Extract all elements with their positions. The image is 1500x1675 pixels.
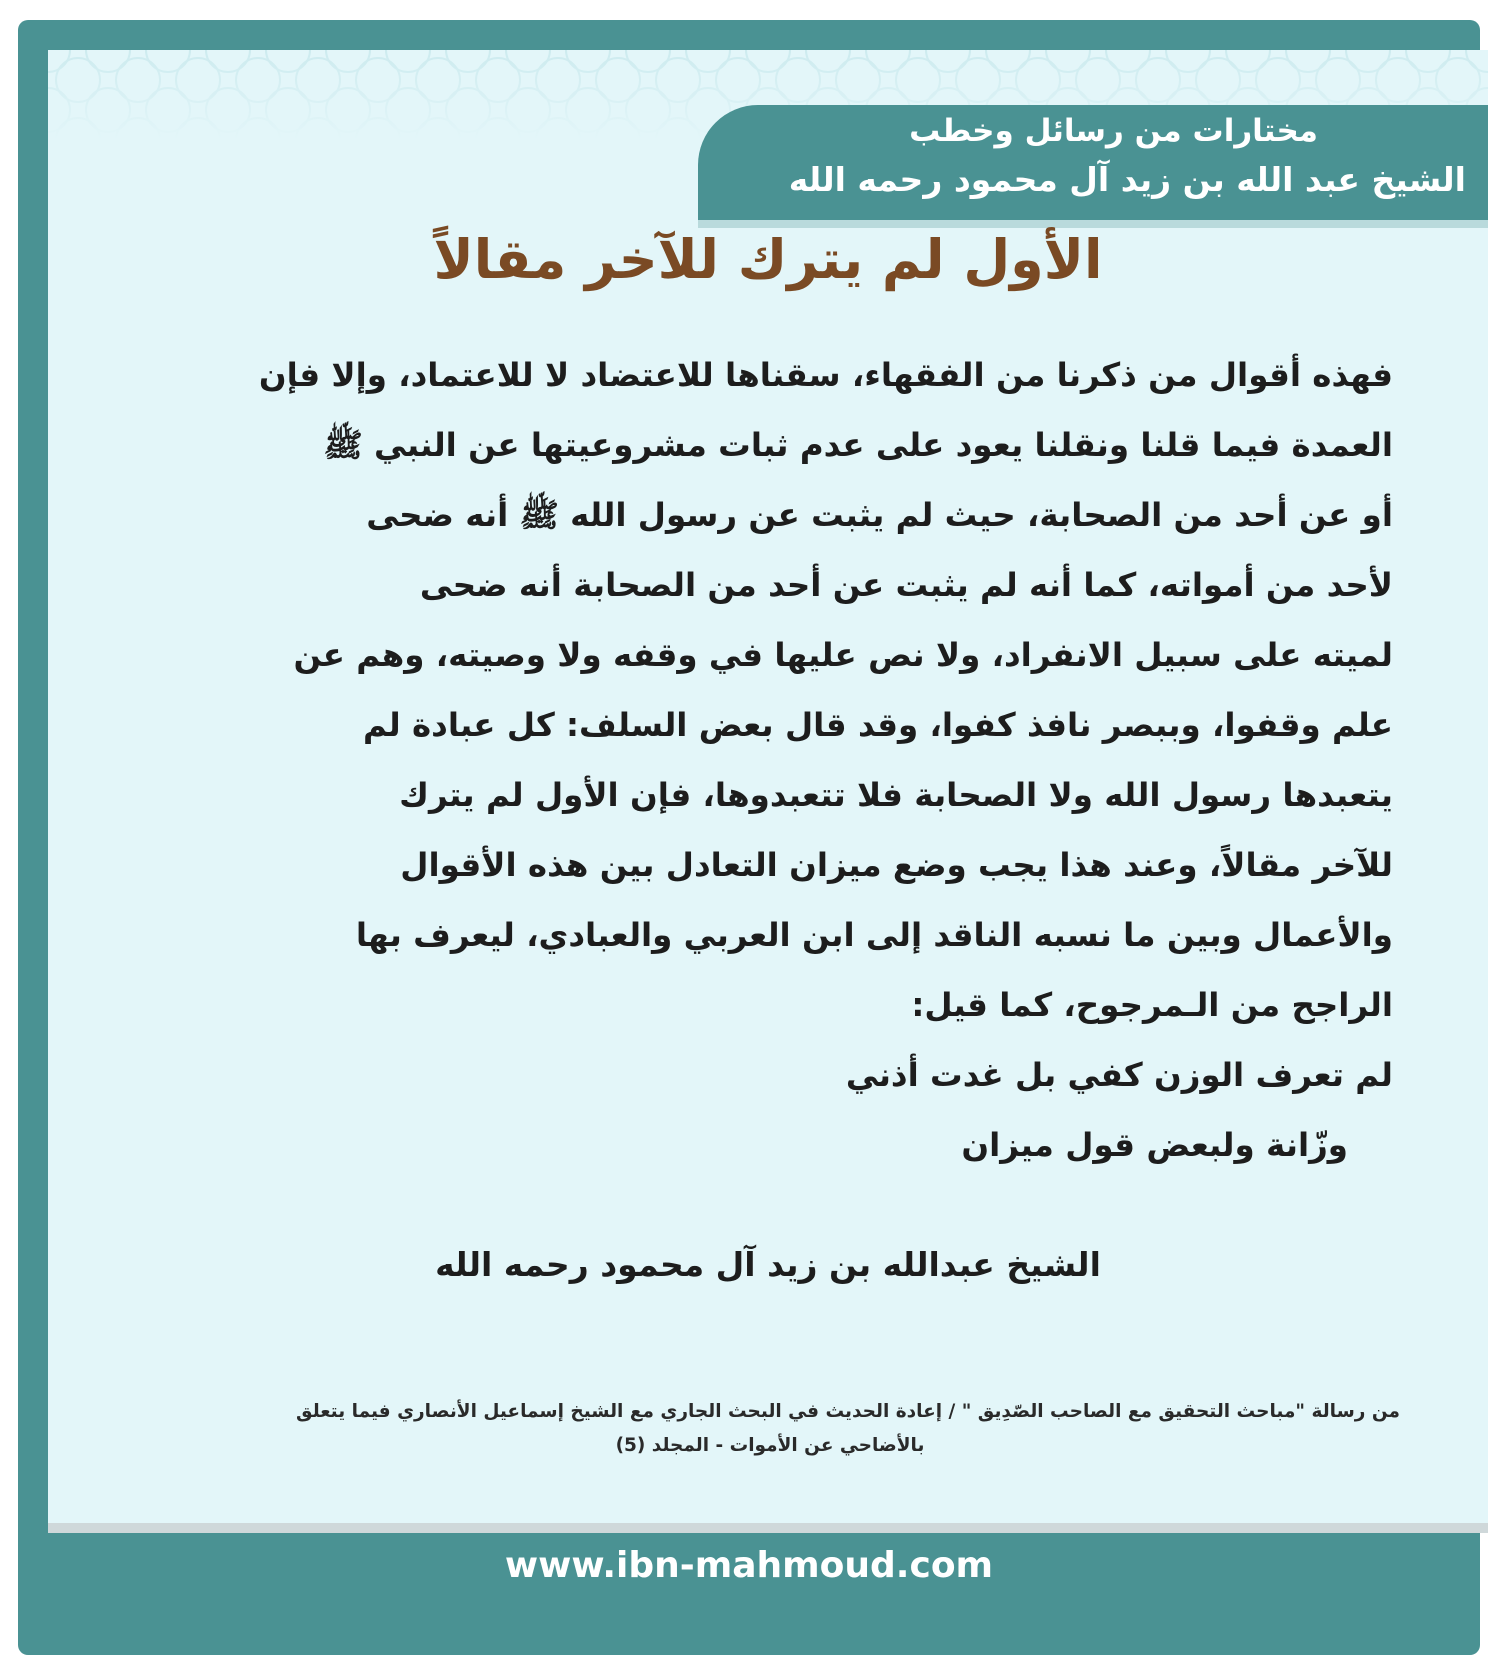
body-line: للآخر مقالاً، وعند هذا يجب وضع ميزان التعادل بين هذه الأقوال (400, 846, 1393, 884)
verse-line-1: لم تعرف الوزن كفي بل غدت أذني (845, 1056, 1393, 1094)
body-line: فهذه أقوال من ذكرنا من الفقهاء، سقناها للاعتضاد لا للاعتماد، وإلا فإن (258, 356, 1393, 394)
content-panel (48, 50, 1488, 1533)
source-line-2: بالأضاحي عن الأموات - المجلد (5) (615, 1435, 925, 1456)
author-signature: الشيخ عبدالله بن زيد آل محمود رحمه الله (435, 1245, 1101, 1284)
header-band (698, 105, 1488, 220)
article-body (123, 340, 1393, 1180)
body-line: لأحد من أمواته، كما أنه لم يثبت عن أحد من الصحابة أنه ضحى (419, 566, 1393, 604)
source-citation (140, 1395, 1400, 1463)
website-link[interactable]: www.ibn-mahmoud.com (504, 1545, 994, 1586)
header-author-name: الشيخ عبد الله بن زيد آل محمود رحمه الله (788, 160, 1466, 199)
article-title: الأول لم يترك للآخر مقالاً (433, 228, 1103, 291)
body-line: والأعمال وبين ما نسبه الناقد إلى ابن العربي والعبادي، ليعرف بها (355, 916, 1393, 954)
body-line: علم وقفوا، وببصر نافذ كفوا، وقد قال بعض السلف: كل عبادة لم (362, 706, 1393, 744)
divider (48, 1523, 1488, 1533)
body-line: الراجح من الـمرجوح، كما قيل: (911, 986, 1393, 1024)
card-frame (18, 20, 1480, 1655)
body-line: أو عن أحد من الصحابة، حيث لم يثبت عن رسول الله ﷺ أنه ضحى (366, 496, 1393, 534)
source-line-1: من رسالة "مباحث التحقيق مع الصاحب الصّدِيق " / إعادة الحديث في البحث الجاري مع الشيخ إسماعيل الأنصاري فيما يتعلق (296, 1401, 1400, 1422)
body-line: يتعبدها رسول الله ولا الصحابة فلا تتعبدوها، فإن الأول لم يترك (399, 776, 1393, 814)
body-line: لميته على سبيل الانفراد، ولا نص عليها في وقفه ولا وصيته، وهم عن (293, 636, 1393, 674)
verse-line-2: وزّانة ولبعض قول ميزان (961, 1126, 1348, 1164)
header-series-title: مختارات من رسائل وخطب (909, 113, 1318, 149)
body-line: العمدة فيما قلنا ونقلنا يعود على عدم ثبات مشروعيتها عن النبي ﷺ (323, 426, 1393, 464)
